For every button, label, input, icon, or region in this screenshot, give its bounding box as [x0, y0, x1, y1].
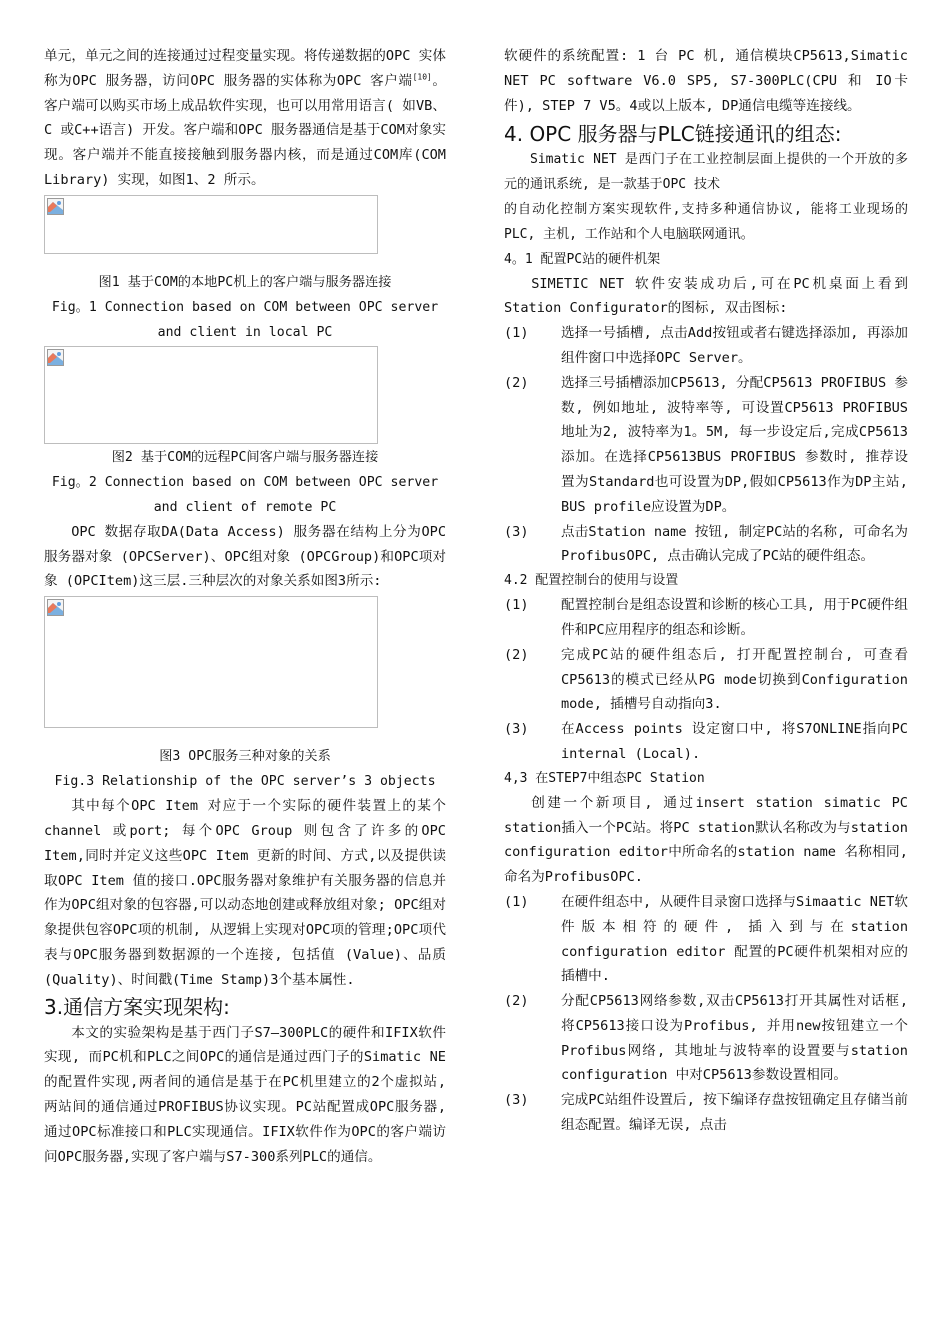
list-item-text: 选择三号插槽添加CP5613, 分配CP5613 PROFIBUS 参数, 例如地址, 波特率等, 可设置CP5613 PROFIBUS地址为2, 波特率为1。5M, 每一步设定后,完成CP5613添加。在选择CP5613BUS PROFIBUS 参数时, 推荐设置为Standard也可设置为DP,假如CP5613作为DP主站, BUS profile应设置为DP。	[561, 374, 908, 515]
list-item	[504, 593, 908, 643]
list-item-text: 在Access points 设定窗口中, 将S7ONLINE指向PC internal (Local).	[561, 721, 908, 762]
figure-1-placeholder	[44, 195, 378, 254]
list-item	[504, 520, 908, 570]
right-column	[504, 44, 908, 1138]
list-item-number: (3)	[504, 523, 529, 540]
list-item-text: 点击Station name 按钮, 制定PC站的名称, 可命名为ProfibusOPC, 点击确认完成了PC站的硬件组态。	[561, 523, 908, 565]
list-item	[504, 321, 908, 371]
list-item-text: 完成PC站的硬件组态后, 打开配置控制台, 可查看CP5613的模式已经从PG mode切换到Configuration mode, 插槽号自动指向3.	[561, 646, 908, 713]
subsection-4-1-heading: 4。1 配置PC站的硬件机架	[504, 251, 661, 267]
figure-2-caption-cn: 图2 基于COM的远程PC间客户端与服务器连接	[111, 449, 379, 465]
list-item	[504, 371, 908, 520]
left-paragraph-1	[44, 44, 446, 193]
list-item-number: (2)	[504, 374, 529, 391]
left-paragraph-3: 其中每个OPC Item 对应于一个实际的硬件装置上的某个channel 或port; 每个OPC Group 则包含了许多的OPC Item,同时并定义这些OPC Item 更新的时间、方式,以及提供读取OPC Item 值的接口.OPC服务器对象维护有关服务器的信息并作为OPC组对象的包容器,可以动态地创建或释放组对象; OPC组对象提供包容OPC项的机制, 从逻辑上实现对OPC项的管理;OPC项代表与OPC服务器到数据源的一个连接, 包括值 (Value)、品质 (Quality)、时间戳(Time Stamp)3个基本属性.	[44, 798, 446, 988]
list-item-text: 选择一号插槽, 点击Add按钮或者右键选择添加, 再添加组件窗口中选择OPC Server。	[561, 325, 908, 366]
para-text: 单元，单元之间的连接通过过程变量实现。将传递数据的OPC 实体称为OPC 服务器，访问OPC 服务器的实体称为OPC 客户端	[44, 48, 446, 89]
para-text: 。客户端可以购买市场上成品软件实现，也可以用常用语言( 如VB、C 或C++语言) 开发。客户端和OPC 服务器通信是基于COM对象实现。客户端并不能直接接触到服务器内核，而是通过COM库(COM Library) 实现，如图1、2 所示。	[44, 72, 447, 188]
list-item-text: 配置控制台是组态设置和诊断的核心工具, 用于PC硬件组件和PC应用程序的组态和诊断。	[561, 597, 908, 638]
figure-1-caption-cn: 图1 基于COM的本地PC机上的客户端与服务器连接	[98, 274, 392, 290]
list-item-number: (3)	[504, 721, 529, 738]
left-paragraph-2: OPC 数据存取DA(Data Access) 服务器在结构上分为OPC服务器对象 (OPCServer)、OPC组对象 (OPCGroup)和OPC项对象 (OPCItem)这三层.三种层次的对象关系如图3所示:	[44, 523, 446, 590]
right-paragraph-2b: 的自动化控制方案实现软件,支持多种通信协议, 能将工业现场的PLC, 主机, 工作站和个人电脑联网通讯。	[504, 201, 908, 242]
list-item	[504, 1088, 908, 1138]
list-item-number: (1)	[504, 325, 529, 342]
broken-image-icon	[47, 198, 64, 215]
section-3-heading: 3.通信方案实现架构:	[44, 994, 230, 1019]
list-item-text: 分配CP5613网络参数,双击CP5613打开其属性对话框, 将CP5613接口设为Profibus, 并用new按钮建立一个Profibus网络, 其地址与波特率的设置要与station configuration 中对CP5613参数设置相同。	[561, 993, 908, 1084]
broken-image-icon	[47, 599, 64, 616]
list-item	[504, 989, 908, 1088]
figure-1-caption-en: Fig。1 Connection based on COM between OPC server and client in local PC	[51, 299, 439, 340]
right-paragraph-2: Simatic NET 是西门子在工业控制层面上提供的一个开放的多元的通讯系统, 是一款基于OPC 技术	[504, 152, 908, 193]
broken-image-icon	[47, 349, 64, 366]
list-4-1	[504, 321, 908, 569]
list-item-text: 完成PC站组件设置后, 按下编译存盘按钮确定且存储当前组态配置。编译无误, 点击	[561, 1092, 908, 1134]
list-item-number: (2)	[504, 646, 529, 663]
list-item-number: (1)	[504, 597, 529, 614]
list-item	[504, 890, 908, 989]
list-item	[504, 643, 908, 717]
list-4-2	[504, 593, 908, 767]
list-item-number: (2)	[504, 993, 529, 1010]
figure-3-caption-en: Fig.3 Relationship of the OPC server’s 3 objects	[54, 774, 436, 790]
right-paragraph-1: 软硬件的系统配置: 1 台 PC 机, 通信模块CP5613,Simatic NET PC software V6.0 SP5, S7-300PLC(CPU 和 IO卡件), STEP 7 V5。4或以上版本, DP通信电缆等连接线。	[504, 48, 908, 114]
citation-ref: [10]	[412, 72, 432, 82]
subsection-4-3-heading: 4,3 在STEP7中组态PC Station	[504, 770, 705, 786]
subsection-4-2-heading: 4.2 配置控制台的使用与设置	[504, 573, 679, 589]
list-item-text: 在硬件组态中, 从硬件目录窗口选择与Simaatic NET软件版本相符的硬件, 插入到与在station configuration editor 配置的PC硬件机架相对应的插槽中.	[561, 893, 908, 985]
list-item-number: (3)	[504, 1092, 529, 1109]
section-4-heading: 4. OPC 服务器与PLC链接通讯的组态:	[504, 122, 842, 147]
figure-2-placeholder	[44, 346, 378, 444]
figure-2-caption-en: Fig。2 Connection based on COM between OPC server and client of remote PC	[51, 474, 439, 515]
figure-3-placeholder	[44, 596, 378, 728]
figure-3-caption-cn: 图3 OPC服务三种对象的关系	[159, 749, 331, 765]
right-paragraph-3: SIMETIC NET 软件安装成功后,可在PC机桌面上看到Station Configurator的图标, 双击图标:	[504, 275, 908, 317]
left-column	[44, 44, 446, 1169]
list-item	[504, 717, 908, 767]
list-item-number: (1)	[504, 893, 529, 910]
right-paragraph-4: 创建一个新项目, 通过insert station simatic PC station插入一个PC站。将PC station默认名称改为与station configuration editor中所命名的station name 名称相同,命名为ProfibusOPC.	[504, 794, 908, 886]
left-paragraph-4: 本文的实验架构是基于西门子S7—300PLC的硬件和IFIX软件实现, 而PC机和PLC之间OPC的通信是通过西门子的Simatic NE的配置件实现,两者间的通信是基于在PC机里建立的2个虚拟站, 两站间的通信通过PROFIBUS协议实现。PC站配置成OPC服务器, 通过OPC标准接口和PLC实现通信。IFIX软件作为OPC的客户端访问OPC服务器,实现了客户端与S7-300系列PLC的通信。	[44, 1024, 446, 1165]
list-4-3	[504, 890, 908, 1138]
